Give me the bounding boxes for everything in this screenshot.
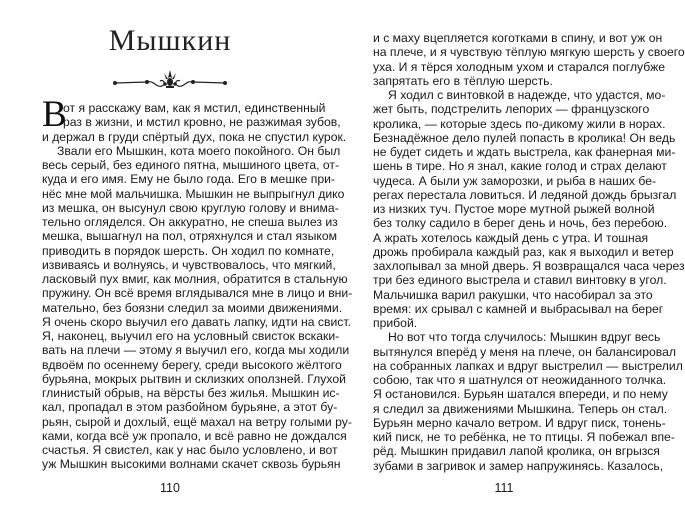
text-line: весь серый, без единого пятна, мышиного цвета, от-	[42, 158, 340, 172]
text-line: время: их срывал с камней и выбрасывал на берег	[373, 301, 664, 316]
text-line: уж Мышкин высокими волнами скачет сквозь бурьян	[42, 457, 341, 472]
text-line: Безнадёжное дело пулей попасть в кролика! Он ведь	[373, 130, 676, 145]
text-line: от я расскажу вам, как я мстил, единственный	[63, 101, 326, 115]
text-line: регах перестала ловиться. И ледяной дождь брызгал	[373, 187, 677, 202]
text-line: глинистый обрыв, на вёрсты без жилья. Мышкин ис-	[42, 386, 340, 400]
text-line: счастья. Я свистел, как у нас было условлено, и вот	[42, 443, 338, 457]
chapter-title: Мышкин	[108, 24, 232, 57]
text-line: и с маху вцепляется коготками в спину, и вот уж он	[373, 31, 663, 45]
text-line: на собранных лапках и вдруг выстрелил — выстрелил	[373, 358, 683, 373]
text-line: уха. И я тёрся холодным ухом и старался поглубже	[373, 59, 666, 74]
text-line: раз в жизни, и мстил кровно, не разжимая зубов,	[63, 115, 341, 130]
text-line: нёс мне мой мальчишка. Мышкин не выпрыгнул дико	[42, 186, 345, 201]
right-page	[337, 0, 685, 518]
text-line: вдвоём по осеннему берегу, среди высокого жёлтого	[42, 357, 342, 372]
page-number: 110	[160, 481, 180, 495]
text-line: не будет сидеть и ждать выстрела, как фанерная ми-	[373, 145, 676, 159]
text-line: прибой.	[373, 316, 418, 330]
ornament-divider-icon	[112, 68, 228, 90]
text-line: рёд. Мышкин придавил лапой кролика, он вгрызся	[373, 444, 660, 459]
text-line: захлопывал за мной дверь. Я возвращался часа через	[373, 259, 685, 273]
text-line: из мешка, он высунул свою круглую голову и внима-	[42, 200, 339, 215]
text-line: из низких туч. Пустое море мутной рыжей волной	[373, 202, 655, 216]
text-line: и держал в груди спёртый дух, пока не спустил курок.	[42, 129, 347, 144]
text-line: куда и его имя. Ему не было года. Его в мешке при-	[42, 172, 335, 187]
text-line: Я остановился. Бурьян шатался впереди, и по нему	[373, 387, 668, 402]
text-line: жет быть, подстрелить лепорих — французского	[373, 102, 650, 117]
text-line: Звали его Мышкин, кота моего покойного. Он был	[57, 143, 341, 158]
text-line: я следил за движениями Мышкина. Теперь он стал.	[373, 401, 668, 416]
text-line: запрятать его в тёплую шерсть.	[373, 73, 553, 88]
body-text	[42, 101, 353, 472]
text-line: Я, наконец, выучил его на условный свисток вскаки-	[42, 329, 340, 343]
text-line: извиваясь и волнуясь, и чувствовалось, что мягкий,	[42, 257, 336, 272]
text-line: вытянулся вперёд у меня на плече, он балансировал	[373, 344, 676, 359]
text-line: на плече, и я чувствую тёплую мягкую шерсть у своего	[373, 45, 685, 60]
text-line: зубами в загривок и замер напружинясь. Казалось,	[373, 458, 664, 473]
text-line: Бурьян мерно качало ветром. И вдруг писк, тонень-	[373, 415, 666, 430]
text-line: А жрать хотелось каждый день с утра. И тошная	[373, 230, 649, 245]
text-line: рьян, сырой и дохлый, ещё махал на ветру голыми ру-	[42, 414, 352, 429]
text-line: кролика, — которые здесь по-дикому жили в норах.	[373, 116, 666, 131]
text-line: мешка, вышагнул на пол, отряхнулся и стал языком	[42, 229, 338, 244]
text-line: дрожь пробирала каждый раз, как я выходил и ветер	[373, 244, 674, 259]
text-line: ласковый пух вмиг, как молния, обратится в стальную	[42, 272, 348, 286]
text-line: тельно огляделся. Он аккуратно, не спеша вылез из	[42, 215, 338, 229]
text-line: Но вот что тогда случилось: Мышкин вдруг весь	[388, 330, 661, 345]
text-line: пружину. Он всё время вглядывался мне в лицо и вни-	[42, 286, 353, 301]
text-line: три без единого выстрела и ставил винтовку в угол.	[373, 273, 667, 288]
text-line: собою, так что я шатнулся от неожиданного толчка.	[373, 373, 667, 387]
text-line: бурьяна, мокрых рытвин и склизких оползней. Глухой	[42, 371, 346, 386]
text-line: кий писк, не то ребёнка, не то птицы. Я побежал впе-	[373, 430, 675, 444]
text-line: ками, когда всё уж пропало, и всё равно не дождался	[42, 428, 347, 443]
text-line: мательно, без боязни следил за моими движениями.	[42, 300, 343, 315]
drop-cap: В	[42, 94, 67, 135]
text-line: без толку садило в берег день и ночь, без перебою.	[373, 216, 668, 231]
page-number: 111	[494, 481, 514, 495]
body-text	[373, 31, 685, 473]
text-line: приводить в порядок шерсть. Он ходил по комнате,	[42, 243, 335, 258]
text-line: чудеса. А были уж заморозки, и рыба в наших бе-	[373, 173, 657, 188]
text-line: кал, пропадал в этом разбойном бурьяне, а этот бу-	[42, 400, 338, 415]
text-line: Я очень скоро выучил его давать лапку, идти на свист.	[42, 314, 352, 329]
text-line: Мальчишка варил ракушки, что насобирал за это	[373, 287, 653, 302]
text-line: вать на плечи — этому я выучил его, когда мы ходили	[42, 343, 350, 358]
text-line: Я ходил с винтовкой в надежде, что удастся, мо-	[388, 88, 666, 102]
text-line: шень в тире. Но я знал, какие голод и страх делают	[373, 159, 667, 174]
